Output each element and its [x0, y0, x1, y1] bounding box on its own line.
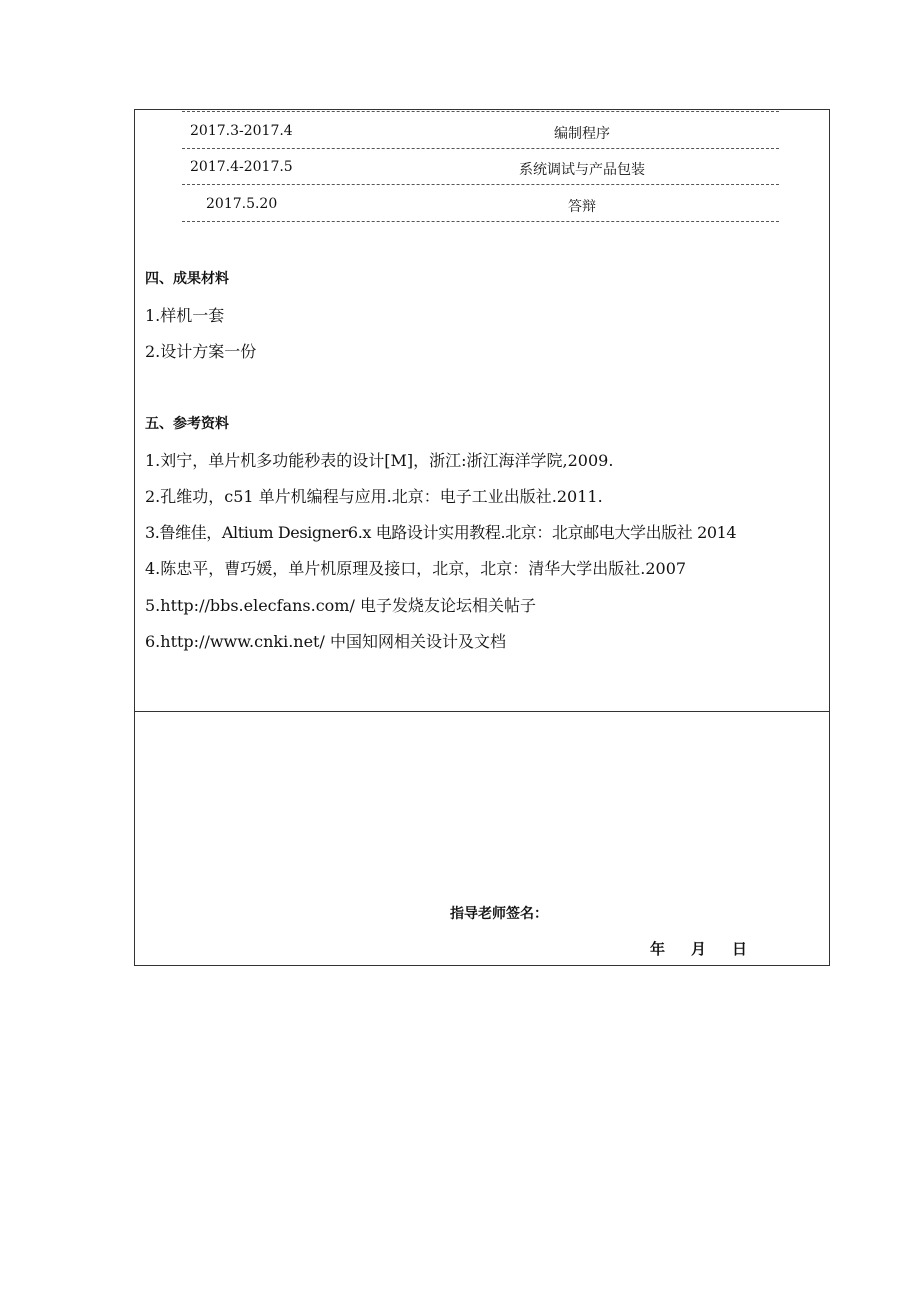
- day-label: 日: [732, 940, 748, 958]
- schedule-task: 编制程序: [554, 126, 610, 142]
- reference-item: 5.http://bbs.elecfans.com/ 电子发烧友论坛相关帖子: [145, 596, 536, 615]
- schedule-task: 系统调试与产品包装: [519, 162, 645, 178]
- month-label: 月: [691, 940, 707, 958]
- year-label: 年: [650, 940, 666, 958]
- reference-item: 6.http://www.cnki.net/ 中国知网相关设计及文档: [145, 632, 506, 651]
- schedule-date: 2017.5.20: [206, 196, 278, 212]
- schedule-row: [182, 148, 779, 185]
- schedule-date: 2017.3-2017.4: [190, 123, 293, 139]
- reference-item: 3.鲁维佳，Altium Designer6.x 电路设计实用教程.北京：北京邮电大学出版社 2014: [145, 523, 737, 542]
- advisor-signature-label: 指导老师签名：: [450, 906, 548, 922]
- schedule-row: [182, 185, 779, 222]
- schedule-row: [182, 111, 779, 149]
- results-item: 1.样机一套: [145, 306, 225, 325]
- references-heading: 五、参考资料: [145, 416, 229, 432]
- reference-item: 1.刘宁，单片机多功能秒表的设计[M]，浙江:浙江海洋学院,2009.: [145, 451, 614, 470]
- schedule-date: 2017.4-2017.5: [190, 159, 293, 175]
- reference-item: 2.孔维功，c51 单片机编程与应用.北京：电子工业出版社.2011.: [145, 487, 603, 506]
- table-row-divider: [134, 711, 830, 712]
- results-item: 2.设计方案一份: [145, 342, 257, 361]
- results-heading: 四、成果材料: [145, 271, 229, 287]
- reference-item: 4.陈忠平，曹巧媛，单片机原理及接口，北京，北京：清华大学出版社.2007: [145, 559, 687, 578]
- schedule-task: 答辩: [568, 199, 596, 215]
